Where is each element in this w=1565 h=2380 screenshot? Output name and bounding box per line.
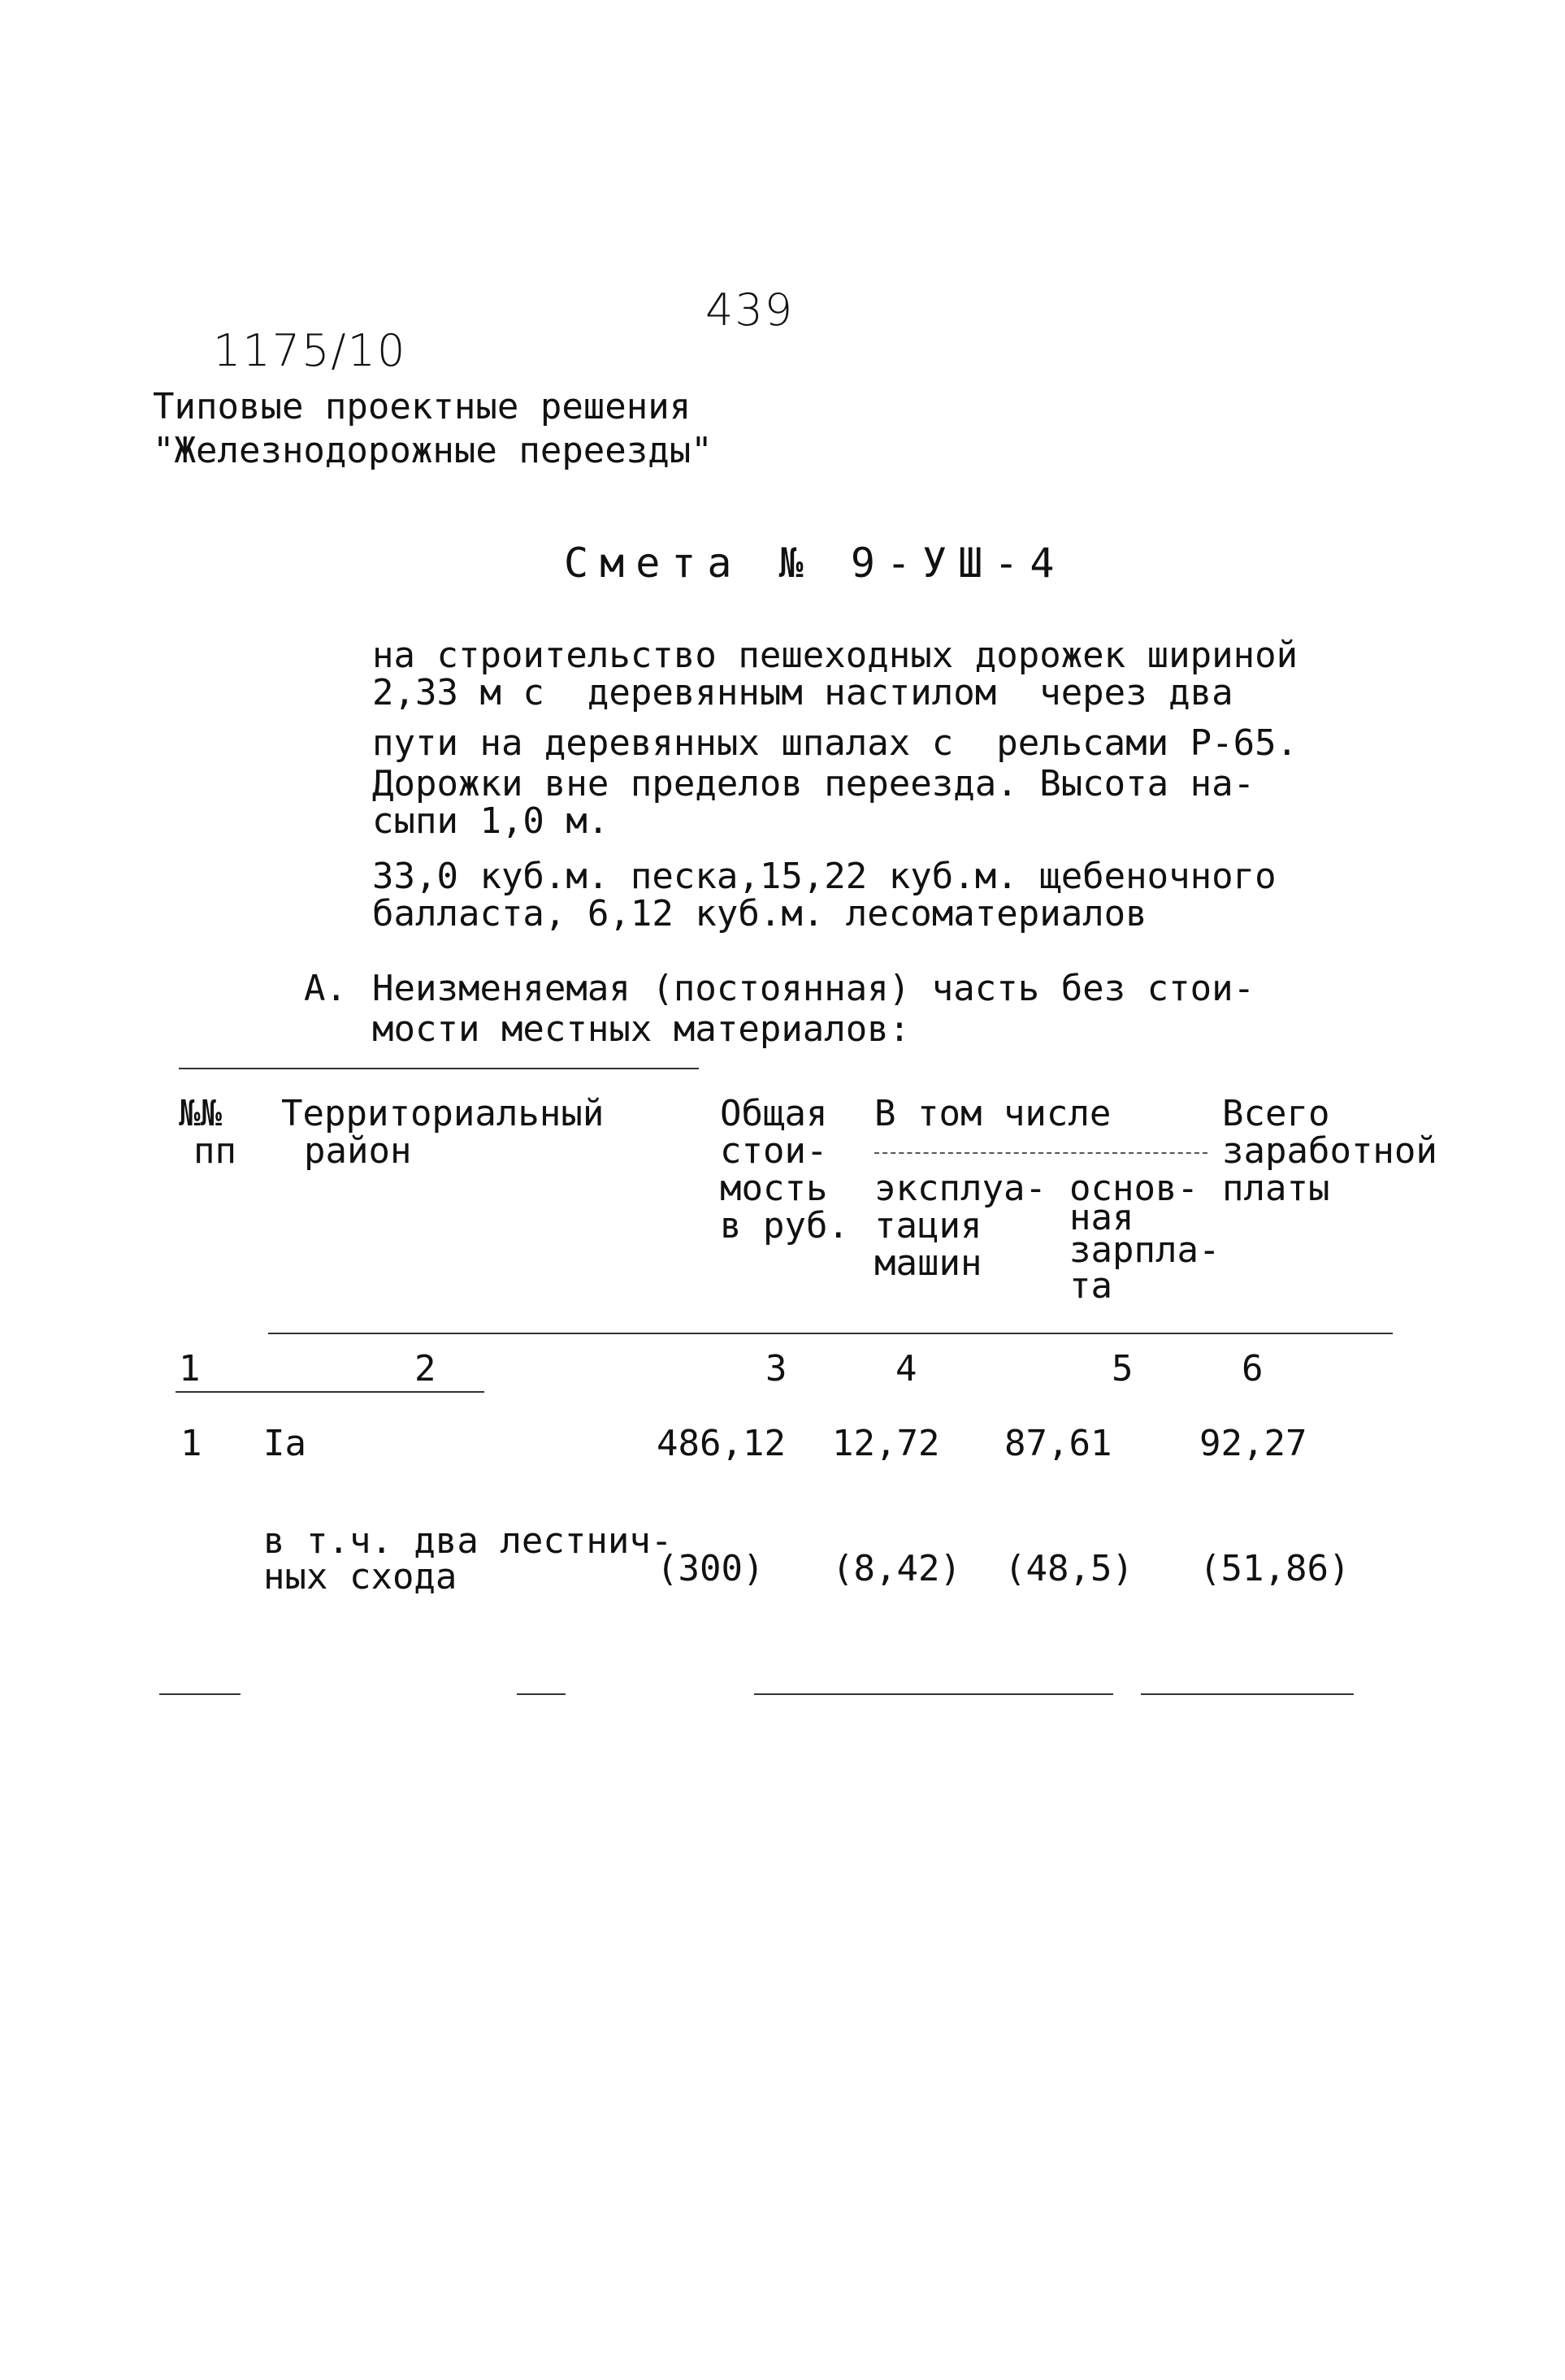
subrow-label-l1: в т.ч. два лестнич- — [263, 1520, 673, 1562]
column-number: 1 — [179, 1348, 201, 1389]
header-total-l3: мость — [720, 1168, 828, 1209]
section-marker: А. — [304, 968, 347, 1009]
subrow-machines: (8,42) — [832, 1548, 961, 1589]
row-machines: 12,72 — [832, 1423, 940, 1464]
description-line-3: пути на деревянных шпалах с рельсами Р-65. — [372, 722, 1298, 764]
header-machines-l1: эксплуа- — [874, 1168, 1047, 1209]
header-including: В том числе — [874, 1093, 1112, 1134]
including-dashed-rule — [874, 1152, 1207, 1154]
table-bottom-rule — [159, 1693, 241, 1695]
table-bottom-rule — [1141, 1693, 1354, 1695]
estimate-title: Смета № 9-УШ-4 — [564, 540, 1066, 587]
column-number: 6 — [1242, 1348, 1264, 1389]
column-number: 5 — [1112, 1348, 1134, 1389]
materials-line-1: 33,0 куб.м. песка,15,22 куб.м. щебеночного — [372, 856, 1277, 897]
header-total-l1: Общая — [720, 1093, 828, 1134]
description-line-5: сыпи 1,0 м. — [372, 800, 609, 842]
header-salary-l4: та — [1069, 1265, 1112, 1307]
row-total: 486,12 — [657, 1423, 786, 1464]
column-number: 2 — [414, 1348, 436, 1389]
description-line-4: Дорожки вне пределов переезда. Высота на- — [372, 763, 1255, 804]
page-number: 439 — [705, 284, 795, 336]
header-salary-l3: зарпла- — [1069, 1229, 1220, 1271]
subrow-label-l2: ных схода — [263, 1556, 457, 1598]
section-a-line-1: Неизменяемая (постоянная) часть без стои- — [372, 968, 1255, 1009]
column-number-underline — [176, 1391, 484, 1393]
column-number: 3 — [765, 1348, 787, 1389]
header-num-l1: №№ — [179, 1093, 222, 1134]
table-top-rule — [179, 1068, 699, 1069]
header-num-l2: пп — [193, 1130, 236, 1172]
subrow-wages: (51,86) — [1199, 1548, 1350, 1589]
description-line-1: на строительство пешеходных дорожек шириной — [372, 635, 1298, 676]
header-bottom-rule — [268, 1333, 1393, 1334]
row-salary: 87,61 — [1004, 1423, 1112, 1464]
description-line-2: 2,33 м с деревянным настилом через два — [372, 672, 1233, 713]
header-line-1: Типовые проектные решения — [153, 386, 691, 427]
row-wages: 92,27 — [1199, 1423, 1307, 1464]
table-bottom-rule — [754, 1693, 1113, 1695]
section-a-line-2: мости местных материалов: — [372, 1008, 911, 1050]
header-region-l1: Территориальный — [281, 1093, 605, 1134]
materials-line-2: балласта, 6,12 куб.м. лесоматериалов — [372, 893, 1147, 934]
header-machines-l3: машин — [874, 1242, 982, 1284]
header-wages-l1: Всего — [1222, 1093, 1330, 1134]
header-region-l2: район — [304, 1130, 412, 1172]
row-region: Iа — [263, 1423, 306, 1464]
header-line-2: "Железнодорожные переезды" — [153, 430, 713, 471]
header-total-l4: в руб. — [720, 1205, 849, 1246]
subrow-total: (300) — [657, 1548, 765, 1589]
subrow-salary: (48,5) — [1004, 1548, 1134, 1589]
column-number: 4 — [895, 1348, 917, 1389]
header-salary-l1: основ- — [1069, 1168, 1199, 1209]
document-code: 1175/10 — [213, 325, 407, 376]
header-wages-l2: заработной — [1222, 1130, 1437, 1172]
row-num: 1 — [180, 1423, 202, 1464]
header-total-l2: стои- — [720, 1130, 828, 1172]
header-machines-l2: тация — [874, 1205, 982, 1246]
header-salary-l2: ная — [1069, 1197, 1134, 1238]
header-wages-l3: платы — [1222, 1168, 1330, 1209]
table-bottom-rule — [517, 1693, 566, 1695]
